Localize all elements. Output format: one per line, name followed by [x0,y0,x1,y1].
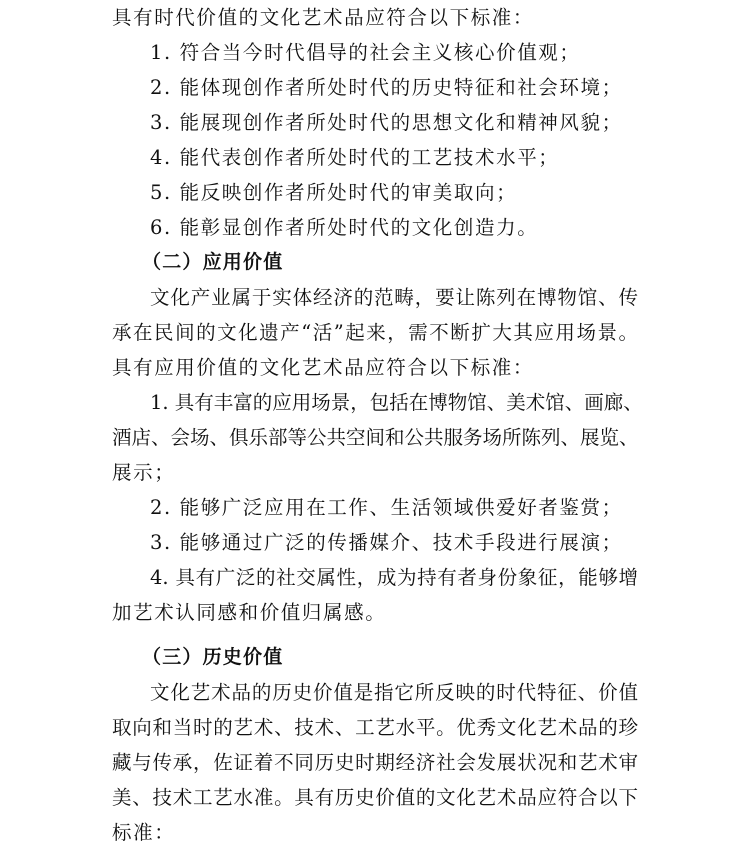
list-item: 4. 能代表创作者所处时代的工艺技术水平； [150,146,560,169]
list-item: 2. 能体现创作者所处时代的历史特征和社会环境； [150,76,623,99]
list-item-continuation: 酒店、会场、俱乐部等公共空间和公共服务场所陈列、展览、 [112,426,639,449]
list-item: 5. 能反映创作者所处时代的审美取向； [150,181,518,204]
list-item: 1. 符合当今时代倡导的社会主义核心价值观； [150,41,581,64]
list-item: 3. 能够通过广泛的传播媒介、技术手段进行展演； [150,531,623,554]
paragraph-line: 藏与传承，佐证着不同历史时期经济社会发展状况和艺术审 [112,751,638,774]
list-item: 1. 具有丰富的应用场景，包括在博物馆、美术馆、画廊、 [150,391,643,414]
paragraph-line: 文化艺术品的历史价值是指它所反映的时代特征、价值 [150,681,638,704]
list-item: 4. 具有广泛的社交属性，成为持有者身份象征，能够增 [150,566,638,589]
section-heading: （三）历史价值 [142,646,284,668]
paragraph-line: 承在民间的文化遗产“活”起来，需不断扩大其应用场景。 [112,321,638,344]
paragraph-line: 文化产业属于实体经济的范畴，要让陈列在博物馆、传 [150,286,638,309]
paragraph-line: 取向和当时的艺术、技术、工艺水平。优秀文化艺术品的珍 [112,716,638,739]
paragraph-line: 具有时代价值的文化艺术品应符合以下标准： [112,6,535,29]
list-item-continuation: 展示； [112,461,176,484]
list-item-continuation: 加艺术认同感和价值归属感。 [112,601,387,624]
paragraph-line: 美、技术工艺水准。具有历史价值的文化艺术品应符合以下 [112,786,638,809]
paragraph-line: 具有应用价值的文化艺术品应符合以下标准： [112,356,535,379]
list-item: 3. 能展现创作者所处时代的思想文化和精神风貌； [150,111,623,134]
paragraph-line: 标准： [112,821,176,844]
list-item: 6. 能彰显创作者所处时代的文化创造力。 [150,216,539,239]
list-item: 2. 能够广泛应用在工作、生活领域供爱好者鉴赏； [150,496,623,519]
section-heading: （二）应用价值 [142,251,284,273]
